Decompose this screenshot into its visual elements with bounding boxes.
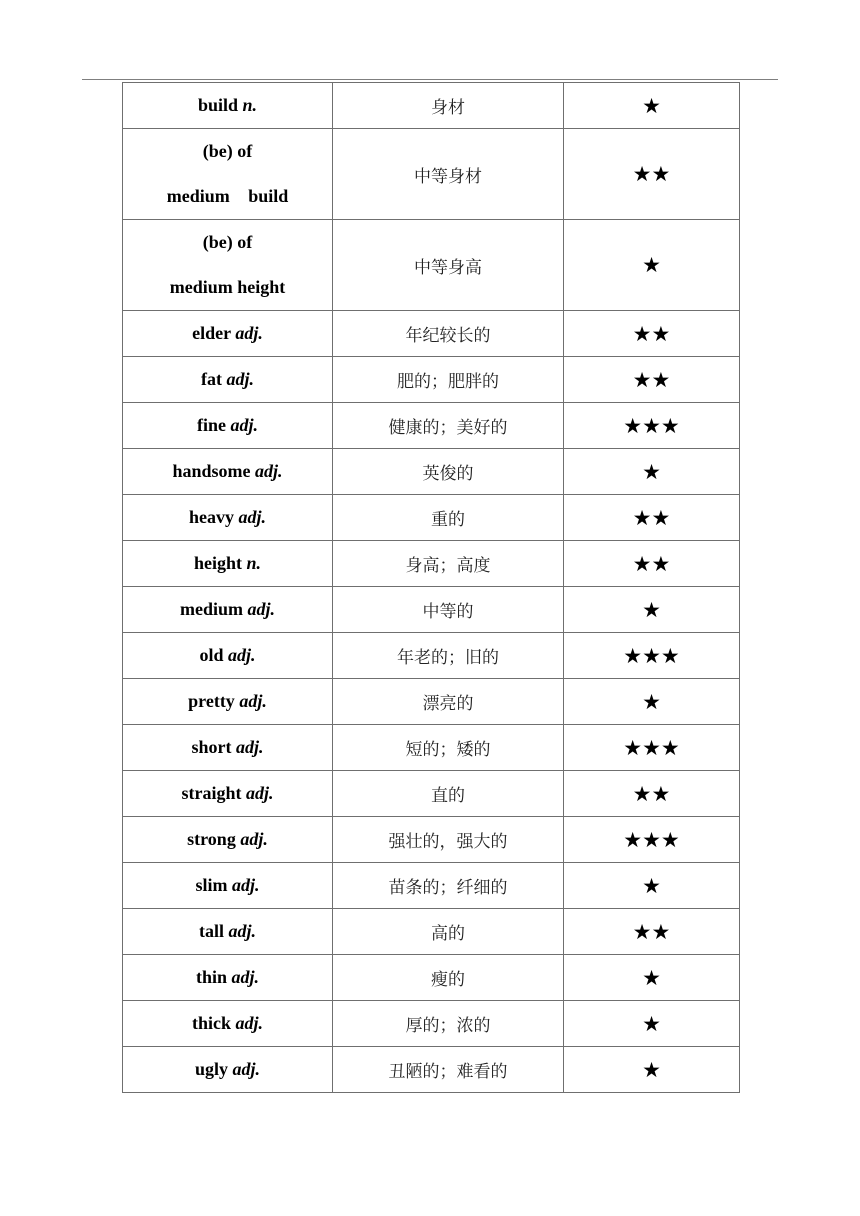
importance-stars: ★ [564,955,740,1001]
meaning-cell: 厚的；浓的 [333,1001,564,1047]
meaning-cell: 年老的；旧的 [333,633,564,679]
word-text: ugly [194,1059,228,1079]
header-rule [82,79,778,80]
word-cell [123,817,333,863]
table-row [123,541,740,587]
table-row [123,863,740,909]
part-of-speech: adj. [239,691,267,711]
table-row [123,495,740,541]
word-cell [123,403,333,449]
part-of-speech: adj. [230,415,258,435]
word-cell [123,909,333,955]
meaning-cell: 漂亮的 [333,679,564,725]
word-text: medium [179,599,243,619]
table-row [123,771,740,817]
word-text: thin [195,967,227,987]
importance-stars: ★★ [564,311,740,357]
word-text: fat [200,369,222,389]
meaning-cell: 瘦的 [333,955,564,1001]
word-text: handsome [172,461,251,481]
meaning-cell: 强壮的，强大的 [333,817,564,863]
word-text: tall [198,921,224,941]
importance-stars: ★ [564,863,740,909]
word-text: thick [191,1013,231,1033]
table-row [123,955,740,1001]
importance-stars: ★★★ [564,817,740,863]
table-row [123,633,740,679]
word-cell [123,587,333,633]
word-text: heavy [188,507,234,527]
word-cell [123,679,333,725]
meaning-cell: 中等身材 [333,129,564,220]
part-of-speech: n. [242,95,258,115]
word-cell [123,955,333,1001]
word-text: height [193,553,242,573]
importance-stars: ★ [564,83,740,129]
importance-stars: ★★★ [564,403,740,449]
part-of-speech: adj. [247,599,275,619]
part-of-speech: adj. [245,783,274,803]
part-of-speech: n. [246,553,262,573]
importance-stars: ★ [564,449,740,495]
word-text: fine [196,415,226,435]
table-row [123,129,740,220]
importance-stars: ★★ [564,909,740,955]
part-of-speech: adj. [232,875,260,895]
word-cell [123,220,333,311]
table-row [123,909,740,955]
word-text-line1: (be) of [202,232,253,252]
meaning-cell: 重的 [333,495,564,541]
part-of-speech: adj. [235,737,264,757]
table-row [123,449,740,495]
meaning-cell: 丑陋的；难看的 [333,1047,564,1093]
word-cell [123,725,333,771]
part-of-speech: adj. [240,829,268,849]
table-row [123,817,740,863]
part-of-speech: adj. [228,645,256,665]
meaning-cell: 年纪较长的 [333,311,564,357]
part-of-speech: adj. [231,967,260,987]
importance-stars: ★★★ [564,725,740,771]
table-row [123,587,740,633]
table-row [123,679,740,725]
meaning-cell: 中等的 [333,587,564,633]
word-text-line2: medium height [169,277,286,297]
meaning-cell: 健康的；美好的 [333,403,564,449]
table-row [123,357,740,403]
word-text: straight [181,783,242,803]
word-cell [123,311,333,357]
word-cell [123,449,333,495]
table-row [123,1001,740,1047]
meaning-cell: 苗条的；纤细的 [333,863,564,909]
importance-stars: ★★ [564,129,740,220]
word-text: slim [195,875,228,895]
meaning-cell: 身材 [333,83,564,129]
meaning-cell: 直的 [333,771,564,817]
importance-stars: ★★ [564,495,740,541]
word-text: elder [192,323,231,343]
word-text: pretty [188,691,235,711]
word-text: old [199,645,224,665]
part-of-speech: adj. [226,369,254,389]
importance-stars: ★ [564,1001,740,1047]
word-cell [123,771,333,817]
table-row [123,220,740,311]
part-of-speech: adj. [255,461,283,481]
meaning-cell: 英俊的 [333,449,564,495]
importance-stars: ★★ [564,771,740,817]
word-cell [123,357,333,403]
importance-stars: ★★ [564,541,740,587]
word-text: build [197,95,239,115]
table-row [123,725,740,771]
part-of-speech: adj. [235,1013,264,1033]
word-cell [123,1047,333,1093]
word-cell [123,1001,333,1047]
part-of-speech: adj. [238,507,266,527]
word-cell [123,495,333,541]
importance-stars: ★★★ [564,633,740,679]
word-cell [123,863,333,909]
word-text-line1: (be) of [202,141,253,161]
table-row [123,1047,740,1093]
importance-stars: ★ [564,220,740,311]
word-cell [123,129,333,220]
word-text-line2: medium build [166,186,289,206]
word-text: short [191,737,232,757]
importance-stars: ★ [564,679,740,725]
part-of-speech: adj. [235,323,263,343]
importance-stars: ★ [564,1047,740,1093]
meaning-cell: 身高；高度 [333,541,564,587]
vocabulary-table [122,82,740,1093]
table-row [123,403,740,449]
part-of-speech: adj. [228,921,256,941]
importance-stars: ★★ [564,357,740,403]
word-cell [123,541,333,587]
meaning-cell: 中等身高 [333,220,564,311]
word-cell [123,83,333,129]
word-text: strong [187,829,236,849]
meaning-cell: 高的 [333,909,564,955]
table-row [123,83,740,129]
meaning-cell: 短的；矮的 [333,725,564,771]
word-cell [123,633,333,679]
part-of-speech: adj. [232,1059,261,1079]
importance-stars: ★ [564,587,740,633]
table-row [123,311,740,357]
meaning-cell: 肥的；肥胖的 [333,357,564,403]
